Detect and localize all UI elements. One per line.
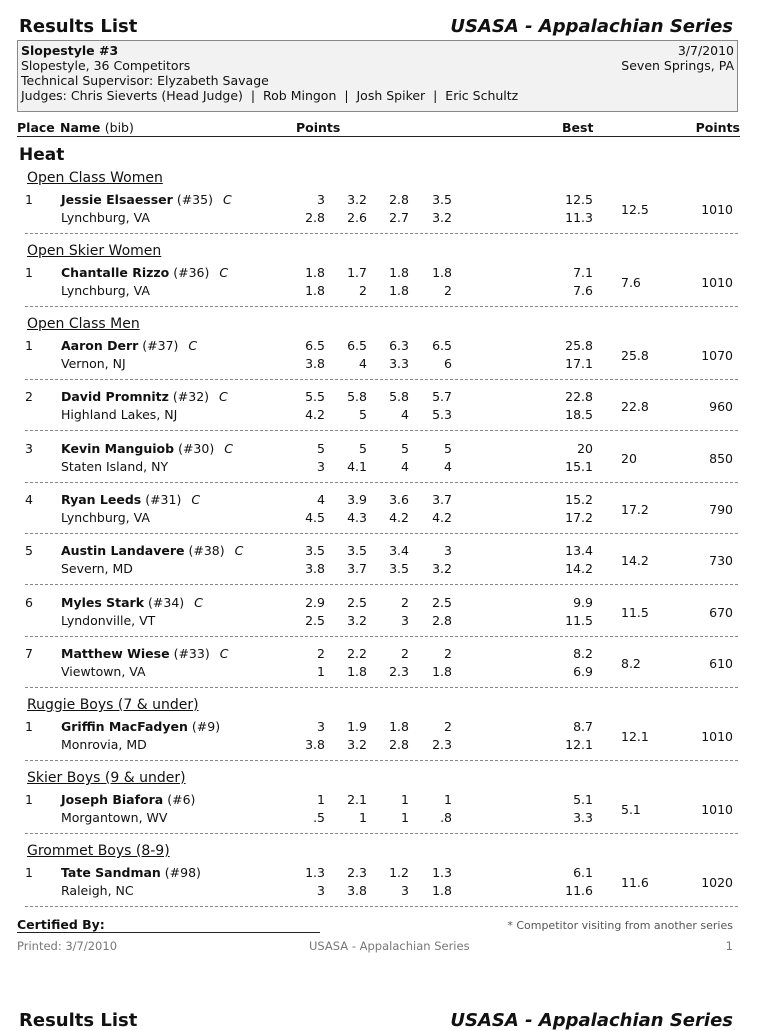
technical-supervisor: Technical Supervisor: Elyzabeth Savage (21, 73, 269, 88)
bib-number: (#36) (173, 265, 210, 280)
best-score: 14.2 (621, 553, 649, 568)
points-total: 670 (709, 605, 733, 620)
judge-score: 1.8 (305, 283, 325, 298)
col-place: Place (17, 120, 55, 135)
run-total: 7.6 (573, 283, 593, 298)
bib-number: (#6) (167, 792, 196, 807)
name-text: David Promnitz (61, 389, 169, 404)
best-score: 5.1 (621, 802, 641, 817)
event-description: Slopestyle, 36 Competitors (21, 58, 191, 73)
points-total: 960 (709, 399, 733, 414)
judge-score: 3.2 (347, 192, 367, 207)
row-separator (25, 833, 738, 834)
judge-score: 4 (444, 459, 452, 474)
run-total: 17.1 (565, 356, 593, 371)
category-title: Grommet Boys (8-9) (27, 843, 170, 859)
best-score: 22.8 (621, 399, 649, 414)
run-total: 6.9 (573, 664, 593, 679)
event-date: 3/7/2010 (677, 43, 734, 58)
judge-score: .5 (313, 810, 325, 825)
judge-score: 3.8 (305, 737, 325, 752)
name-text: Tate Sandman (61, 865, 161, 880)
judge-score: 1 (317, 664, 325, 679)
judge-score: 5 (359, 441, 367, 456)
competitor-name (61, 865, 211, 880)
judge-score: 6 (444, 356, 452, 371)
judge-score: 2.5 (432, 595, 452, 610)
place-number: 1 (25, 792, 33, 807)
judge-score: 2.8 (389, 737, 409, 752)
class-tag: C (222, 192, 232, 207)
judge-score: 5 (401, 441, 409, 456)
judges-list: Judges: Chris Sieverts (Head Judge) | Rob Mingon | Josh Spiker | Eric Schultz (21, 88, 519, 103)
class-tag: C (219, 646, 229, 661)
visiting-note: * Competitor visiting from another series (507, 919, 733, 932)
run-total: 7.1 (573, 265, 593, 280)
judge-score: 1.9 (347, 719, 367, 734)
row-separator (25, 233, 738, 234)
judge-score: 3.5 (347, 543, 367, 558)
competitor-name (61, 338, 197, 353)
judge-score: 1.8 (389, 265, 409, 280)
heat-title: Heat (19, 145, 65, 165)
row-separator (25, 482, 738, 483)
judge-score: 5 (359, 407, 367, 422)
bib-number: (#30) (178, 441, 215, 456)
judge-score: 6.5 (305, 338, 325, 353)
row-separator (25, 430, 738, 431)
competitor-location: Vernon, NJ (61, 356, 126, 371)
competitor-location: Viewtown, VA (61, 664, 146, 679)
footer-printed: Printed: 3/7/2010 (17, 939, 118, 953)
col-points-total: Points (695, 120, 740, 135)
judge-score: 6.5 (432, 338, 452, 353)
competitor-name (61, 719, 230, 734)
best-score: 8.2 (621, 656, 641, 671)
next-page-title: Results List (19, 1010, 138, 1031)
competitor-location: Severn, MD (61, 561, 133, 576)
judge-score: 1 (317, 792, 325, 807)
judge-score: 4 (401, 459, 409, 474)
run-total: 18.5 (565, 407, 593, 422)
place-number: 3 (25, 441, 33, 456)
next-page-series: USASA - Appalachian Series (450, 1010, 733, 1031)
class-tag: C (234, 543, 244, 558)
row-separator (25, 636, 738, 637)
judge-score: 6.3 (389, 338, 409, 353)
judge-score: 2 (359, 283, 367, 298)
points-total: 790 (709, 502, 733, 517)
run-total: 8.7 (573, 719, 593, 734)
judge-score: 5.3 (432, 407, 452, 422)
footer-series: USASA - Appalachian Series (309, 939, 470, 953)
judge-score: 5.5 (305, 389, 325, 404)
col-name: Name (bib) (60, 120, 134, 135)
judge-score: 2.8 (432, 613, 452, 628)
judge-score: 3.5 (305, 543, 325, 558)
judge-score: 1.8 (305, 265, 325, 280)
best-score: 7.6 (621, 275, 641, 290)
judge-score: 1 (359, 810, 367, 825)
judge-score: 2 (401, 595, 409, 610)
judge-score: 2 (444, 283, 452, 298)
bib-number: (#31) (145, 492, 182, 507)
col-bib: (bib) (104, 120, 134, 135)
place-number: 1 (25, 338, 33, 353)
run-total: 13.4 (565, 543, 593, 558)
competitor-location: Lynchburg, VA (61, 510, 150, 525)
bib-number: (#32) (172, 389, 210, 404)
judge-score: 2.1 (347, 792, 367, 807)
category-title: Ruggie Boys (7 & under) (27, 697, 199, 713)
judge-score: 2 (444, 646, 452, 661)
name-text: Austin Landavere (61, 543, 185, 558)
event-info-box (17, 40, 738, 112)
judge-score: 1.8 (389, 283, 409, 298)
competitor-name (61, 441, 233, 456)
run-total: 11.5 (565, 613, 593, 628)
judge-score: 2.5 (347, 595, 367, 610)
points-total: 730 (709, 553, 733, 568)
run-total: 17.2 (565, 510, 593, 525)
judge-score: 3 (317, 192, 325, 207)
best-score: 12.5 (621, 202, 649, 217)
points-total: 1010 (701, 202, 733, 217)
judge-score: 2.8 (389, 192, 409, 207)
judge-score: 5 (317, 441, 325, 456)
run-total: 11.3 (565, 210, 593, 225)
run-total: 12.1 (565, 737, 593, 752)
best-score: 17.2 (621, 502, 649, 517)
bib-number: (#35) (176, 192, 213, 207)
bib-number: (#34) (148, 595, 185, 610)
competitor-name (61, 265, 228, 280)
name-text: Joseph Biafora (61, 792, 164, 807)
best-score: 25.8 (621, 348, 649, 363)
competitor-name (61, 492, 200, 507)
judge-score: 1.8 (347, 664, 367, 679)
judge-score: 2.7 (389, 210, 409, 225)
judge-score: 3 (317, 459, 325, 474)
best-score: 20 (621, 451, 637, 466)
judge-score: 2.2 (347, 646, 367, 661)
best-score: 12.1 (621, 729, 649, 744)
row-separator (25, 533, 738, 534)
competitor-location: Raleigh, NC (61, 883, 134, 898)
run-total: 15.2 (565, 492, 593, 507)
column-header-row (17, 120, 740, 137)
judge-score: 3.6 (389, 492, 409, 507)
run-total: 22.8 (565, 389, 593, 404)
judge-score: 3.5 (389, 561, 409, 576)
row-separator (25, 584, 738, 585)
judge-score: 3.4 (389, 543, 409, 558)
points-total: 1010 (701, 275, 733, 290)
run-total: 20 (577, 441, 593, 456)
event-location: Seven Springs, PA (621, 58, 734, 73)
judge-score: 1.7 (347, 265, 367, 280)
event-name: Slopestyle #3 (21, 43, 119, 58)
judge-score: 1.8 (432, 664, 452, 679)
name-text: Jessie Elsaesser (61, 192, 173, 207)
judge-score: 2.3 (432, 737, 452, 752)
judge-score: 3.2 (347, 737, 367, 752)
competitor-location: Lynchburg, VA (61, 283, 150, 298)
name-text: Ryan Leeds (61, 492, 142, 507)
col-best: Best (562, 120, 594, 135)
competitor-name (61, 595, 203, 610)
points-total: 850 (709, 451, 733, 466)
run-total: 15.1 (565, 459, 593, 474)
place-number: 2 (25, 389, 33, 404)
competitor-location: Monrovia, MD (61, 737, 147, 752)
judge-score: 5.8 (389, 389, 409, 404)
judge-score: 1.8 (389, 719, 409, 734)
judge-score: 3.5 (432, 192, 452, 207)
bib-number: (#9) (191, 719, 221, 734)
name-text: Chantalle Rizzo (61, 265, 170, 280)
competitor-location: Highland Lakes, NJ (61, 407, 178, 422)
place-number: 1 (25, 719, 33, 734)
judge-score: .8 (440, 810, 452, 825)
judge-score: 3.8 (305, 561, 325, 576)
competitor-name (61, 792, 205, 807)
judge-score: 2.9 (305, 595, 325, 610)
competitor-name (61, 389, 228, 404)
judge-score: 4.2 (305, 407, 325, 422)
run-total: 3.3 (573, 810, 593, 825)
judge-score: 4.3 (347, 510, 367, 525)
competitor-name (61, 646, 228, 661)
competitor-name (61, 192, 232, 207)
judge-score: 2.3 (389, 664, 409, 679)
judge-score: 3.8 (347, 883, 367, 898)
competitor-location: Lyndonville, VT (61, 613, 156, 628)
name-text: Griffin MacFadyen (61, 719, 188, 734)
place-number: 4 (25, 492, 33, 507)
points-total: 610 (709, 656, 733, 671)
class-tag: C (219, 389, 228, 404)
judge-score: 2.8 (305, 210, 325, 225)
name-text: Kevin Manguiob (61, 441, 175, 456)
category-title: Open Skier Women (27, 243, 162, 259)
competitor-location: Lynchburg, VA (61, 210, 150, 225)
bib-number: (#33) (173, 646, 210, 661)
best-score: 11.6 (621, 875, 649, 890)
judge-score: 4.1 (347, 459, 367, 474)
run-total: 14.2 (565, 561, 593, 576)
page-title: Results List (19, 16, 138, 37)
judge-score: 2.6 (347, 210, 367, 225)
run-total: 6.1 (573, 865, 593, 880)
judge-score: 5 (444, 441, 452, 456)
place-number: 1 (25, 192, 33, 207)
run-total: 11.6 (565, 883, 593, 898)
category-title: Open Class Men (27, 316, 140, 332)
judge-score: 1.3 (432, 865, 452, 880)
run-total: 25.8 (565, 338, 593, 353)
name-text: Myles Stark (61, 595, 145, 610)
judge-score: 5.7 (432, 389, 452, 404)
judge-score: 1.8 (432, 265, 452, 280)
judge-score: 3.7 (347, 561, 367, 576)
class-tag: C (188, 338, 198, 353)
judge-score: 2.3 (347, 865, 367, 880)
judge-score: 3 (401, 883, 409, 898)
place-number: 1 (25, 865, 33, 880)
row-separator (25, 760, 738, 761)
competitor-location: Staten Island, NY (61, 459, 169, 474)
judge-score: 3 (444, 543, 452, 558)
judge-score: 1 (444, 792, 452, 807)
judge-score: 3.9 (347, 492, 367, 507)
certified-signature-line (17, 932, 320, 933)
class-tag: C (194, 595, 203, 610)
row-separator (25, 379, 738, 380)
class-tag: C (191, 492, 201, 507)
name-text: Aaron Derr (61, 338, 139, 353)
category-title: Skier Boys (9 & under) (27, 770, 186, 786)
competitor-location: Morgantown, WV (61, 810, 168, 825)
judge-score: 5.8 (347, 389, 367, 404)
judge-score: 1 (401, 792, 409, 807)
points-total: 1010 (701, 802, 733, 817)
judge-score: 3 (317, 883, 325, 898)
place-number: 1 (25, 265, 33, 280)
judge-score: 3.3 (389, 356, 409, 371)
bib-number: (#98) (164, 865, 201, 880)
run-total: 12.5 (565, 192, 593, 207)
judge-score: 4.2 (389, 510, 409, 525)
judge-score: 6.5 (347, 338, 367, 353)
run-total: 9.9 (573, 595, 593, 610)
place-number: 6 (25, 595, 33, 610)
judge-score: 3 (401, 613, 409, 628)
run-total: 5.1 (573, 792, 593, 807)
judge-score: 3.2 (432, 561, 452, 576)
footer-page-number: 1 (725, 939, 733, 953)
judge-score: 1.2 (389, 865, 409, 880)
judge-score: 3 (317, 719, 325, 734)
class-tag: C (219, 265, 229, 280)
name-text: Matthew Wiese (61, 646, 170, 661)
judge-score: 2 (401, 646, 409, 661)
row-separator (25, 906, 738, 907)
judge-score: 3.2 (347, 613, 367, 628)
place-number: 5 (25, 543, 33, 558)
competitor-name (61, 543, 243, 558)
bib-number: (#37) (142, 338, 179, 353)
judge-score: 3.2 (432, 210, 452, 225)
points-total: 1070 (701, 348, 733, 363)
points-total: 1020 (701, 875, 733, 890)
points-total: 1010 (701, 729, 733, 744)
judge-score: 4 (401, 407, 409, 422)
row-separator (25, 687, 738, 688)
row-separator (25, 306, 738, 307)
category-title: Open Class Women (27, 170, 163, 186)
bib-number: (#38) (188, 543, 225, 558)
judge-score: 4.2 (432, 510, 452, 525)
judge-score: 4 (359, 356, 367, 371)
judge-score: 4 (317, 492, 325, 507)
best-score: 11.5 (621, 605, 649, 620)
judge-score: 4.5 (305, 510, 325, 525)
series-title: USASA - Appalachian Series (450, 16, 733, 37)
judge-score: 1 (401, 810, 409, 825)
judge-score: 2 (444, 719, 452, 734)
col-points: Points (296, 120, 341, 135)
judge-score: 3.8 (305, 356, 325, 371)
certified-by-label: Certified By: (17, 917, 105, 932)
place-number: 7 (25, 646, 33, 661)
judge-score: 2.5 (305, 613, 325, 628)
judge-score: 1.8 (432, 883, 452, 898)
run-total: 8.2 (573, 646, 593, 661)
class-tag: C (224, 441, 233, 456)
judge-score: 1.3 (305, 865, 325, 880)
judge-score: 3.7 (432, 492, 452, 507)
judge-score: 2 (317, 646, 325, 661)
